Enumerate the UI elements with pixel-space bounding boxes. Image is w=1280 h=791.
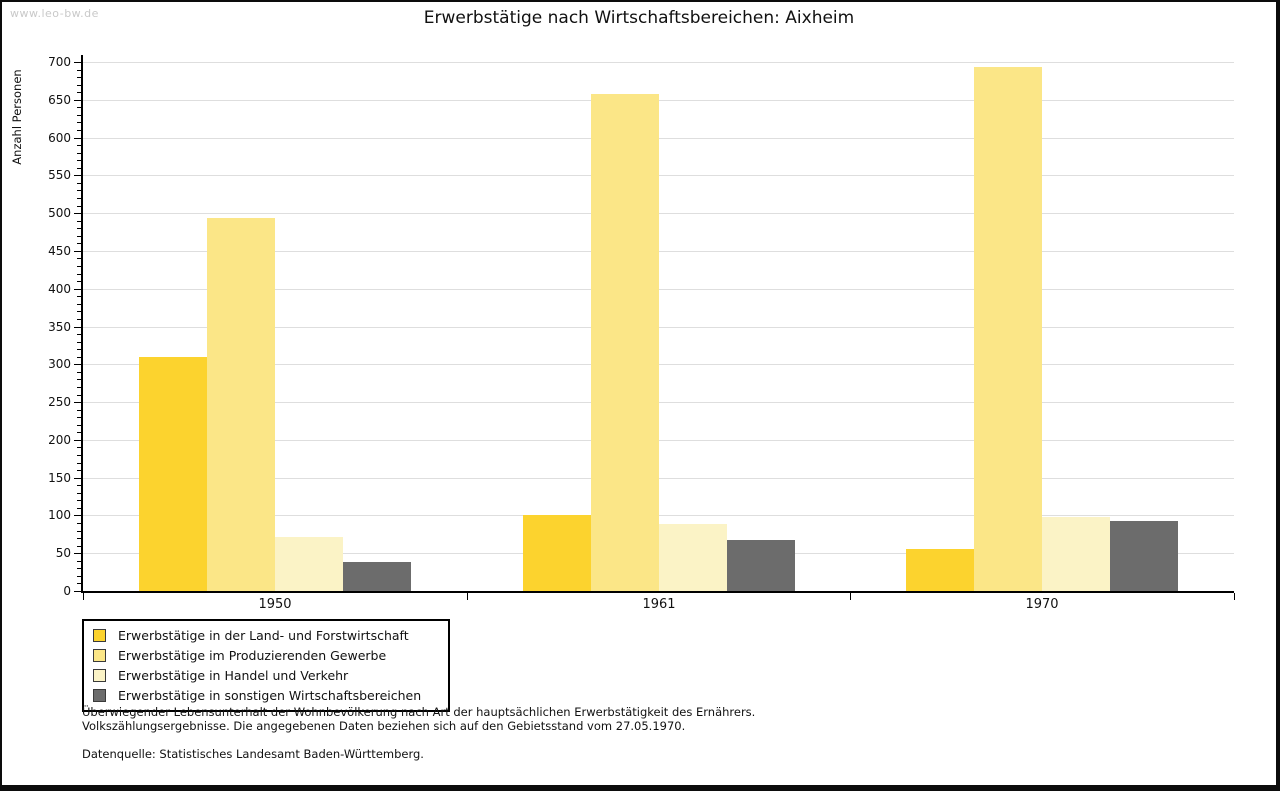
y-minor-tick [77, 92, 81, 93]
footnote-line-1: Überwiegender Lebensunterhalt der Wohnbevölkerung nach Art der hauptsächlichen Erwerbstätigkeit des Ernährers. [82, 705, 756, 719]
y-minor-tick [77, 190, 81, 191]
y-minor-tick [77, 145, 81, 146]
legend-label: Erwerbstätige in Handel und Verkehr [118, 667, 349, 683]
y-minor-tick [77, 531, 81, 532]
y-tick [74, 175, 81, 176]
y-minor-tick [77, 500, 81, 501]
y-tick [74, 478, 81, 479]
y-minor-tick [77, 463, 81, 464]
legend-swatch-land-forstwirtschaft [93, 629, 106, 642]
y-tick-label: 550 [48, 168, 71, 183]
y-minor-tick [77, 281, 81, 282]
y-minor-tick [77, 508, 81, 509]
bar-1970-series-1 [906, 549, 974, 591]
bar-1970-series-2 [974, 67, 1042, 591]
y-minor-tick [77, 274, 81, 275]
bar-1950-series-1 [139, 357, 207, 591]
y-minor-tick [77, 168, 81, 169]
x-axis-line [81, 591, 1234, 593]
y-minor-tick [77, 304, 81, 305]
y-tick [74, 553, 81, 554]
legend-box [82, 619, 450, 712]
y-minor-tick [77, 538, 81, 539]
y-minor-tick [77, 206, 81, 207]
y-minor-tick [77, 372, 81, 373]
y-tick [74, 327, 81, 328]
y-minor-tick [77, 523, 81, 524]
y-minor-tick [77, 561, 81, 562]
chart-title: Erwerbstätige nach Wirtschaftsbereichen: Aixheim [423, 8, 855, 28]
y-minor-tick [77, 395, 81, 396]
y-tick-label: 250 [48, 395, 71, 410]
y-minor-tick [77, 568, 81, 569]
y-minor-tick [77, 258, 81, 259]
y-minor-tick [77, 432, 81, 433]
y-tick-label: 450 [48, 243, 71, 258]
y-tick-label: 100 [48, 508, 71, 523]
y-minor-tick [77, 70, 81, 71]
y-tick [74, 440, 81, 441]
legend-label: Erwerbstätige in sonstigen Wirtschaftsbereichen [118, 687, 422, 703]
y-minor-tick [77, 319, 81, 320]
y-minor-tick [77, 485, 81, 486]
y-minor-tick [77, 221, 81, 222]
y-tick-label: 300 [48, 357, 71, 372]
legend-swatch-produzierendes-gewerbe [93, 649, 106, 662]
x-category-label-1961: 1961 [642, 597, 676, 612]
bar-1961-series-1 [523, 515, 591, 591]
y-minor-tick [77, 311, 81, 312]
legend-row [93, 645, 440, 665]
x-tick [467, 593, 468, 600]
y-tick [74, 251, 81, 252]
x-tick [1234, 593, 1235, 600]
legend-label: Erwerbstätige im Produzierenden Gewerbe [118, 647, 387, 663]
watermark: www.leo-bw.de [10, 7, 99, 20]
bar-1950-series-3 [275, 537, 343, 591]
y-tick-label: 150 [48, 470, 71, 485]
y-minor-tick [77, 387, 81, 388]
y-tick-label: 400 [48, 281, 71, 296]
y-minor-tick [77, 357, 81, 358]
y-tick [74, 62, 81, 63]
legend-row [93, 665, 440, 685]
y-minor-tick [77, 425, 81, 426]
legend-label: Erwerbstätige in der Land- und Forstwirtschaft [118, 627, 409, 643]
y-minor-tick [77, 349, 81, 350]
y-minor-tick [77, 342, 81, 343]
footnote-line-2: Volkszählungsergebnisse. Die angegebenen Daten beziehen sich auf den Gebietsstand vom 27.05.1970. [82, 719, 686, 733]
y-tick [74, 138, 81, 139]
y-minor-tick [77, 153, 81, 154]
y-axis-title: Anzahl Personen [10, 69, 24, 165]
y-minor-tick [77, 493, 81, 494]
y-tick-label: 600 [48, 130, 71, 145]
y-tick [74, 289, 81, 290]
y-tick-label: 650 [48, 92, 71, 107]
y-minor-tick [77, 198, 81, 199]
bar-1961-series-2 [591, 94, 659, 591]
y-tick [74, 100, 81, 101]
y-minor-tick [77, 583, 81, 584]
legend-row [93, 625, 440, 645]
legend-swatch-sonstige-bereiche [93, 689, 106, 702]
y-tick [74, 364, 81, 365]
y-tick-label: 50 [55, 546, 71, 561]
y-tick-label: 500 [48, 206, 71, 221]
y-tick-label: 350 [48, 319, 71, 334]
y-minor-tick [77, 115, 81, 116]
y-tick [74, 213, 81, 214]
y-tick [74, 515, 81, 516]
y-minor-tick [77, 410, 81, 411]
y-minor-tick [77, 546, 81, 547]
bar-1970-series-3 [1042, 517, 1110, 591]
x-category-label-1950: 1950 [258, 597, 292, 612]
bar-1961-series-4 [727, 540, 795, 591]
y-minor-tick [77, 379, 81, 380]
y-minor-tick [77, 417, 81, 418]
y-minor-tick [77, 576, 81, 577]
footnote-source: Datenquelle: Statistisches Landesamt Baden-Württemberg. [82, 747, 424, 761]
y-minor-tick [77, 183, 81, 184]
y-minor-tick [77, 296, 81, 297]
y-minor-tick [77, 77, 81, 78]
y-minor-tick [77, 266, 81, 267]
x-tick [850, 593, 851, 600]
legend-swatch-handel-verkehr [93, 669, 106, 682]
bar-1970-series-4 [1110, 521, 1178, 591]
y-minor-tick [77, 236, 81, 237]
y-tick-label: 700 [48, 55, 71, 69]
x-category-label-1970: 1970 [1025, 597, 1059, 612]
y-tick-label: 0 [63, 584, 71, 598]
y-axis-line [81, 55, 83, 593]
y-minor-tick [77, 447, 81, 448]
y-minor-tick [77, 107, 81, 108]
bar-1950-series-2 [207, 218, 275, 591]
y-minor-tick [77, 130, 81, 131]
y-gridline [83, 62, 1234, 63]
x-tick [83, 593, 84, 600]
y-minor-tick [77, 334, 81, 335]
y-minor-tick [77, 243, 81, 244]
y-minor-tick [77, 455, 81, 456]
y-tick-label: 200 [48, 432, 71, 447]
y-minor-tick [77, 470, 81, 471]
y-tick [74, 402, 81, 403]
y-minor-tick [77, 160, 81, 161]
y-tick [74, 591, 81, 592]
bar-1961-series-3 [659, 524, 727, 591]
bar-1950-series-4 [343, 562, 411, 591]
legend-row [93, 685, 440, 705]
y-minor-tick [77, 85, 81, 86]
y-minor-tick [77, 122, 81, 123]
y-minor-tick [77, 228, 81, 229]
